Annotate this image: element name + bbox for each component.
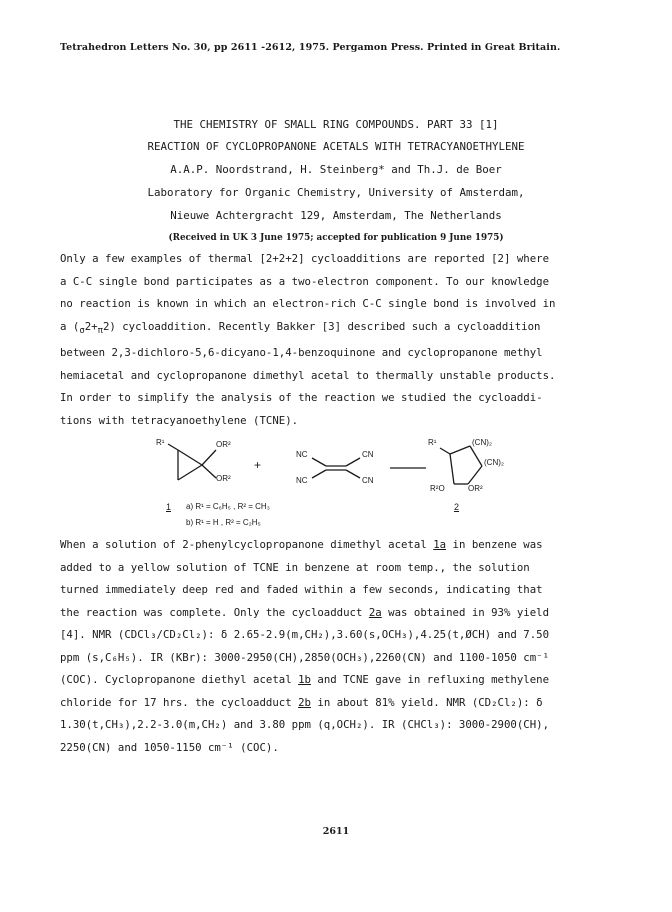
- text-line: turned immediately deep red and faded within a few seconds, indicating that: [60, 583, 543, 596]
- tcne-nc-top: NC: [296, 450, 308, 459]
- text-fragment: was obtained in 93% yield: [381, 605, 550, 619]
- intro-paragraph: [60, 248, 620, 432]
- text-fragment: 2+: [84, 319, 98, 333]
- text-line: [60, 692, 620, 715]
- text-fragment: and TCNE gave in refluxing methylene: [310, 673, 550, 686]
- text-fragment: a (: [60, 319, 80, 333]
- product-r2o: R²O: [430, 484, 445, 493]
- tcne-nc-bottom: NC: [296, 476, 308, 485]
- product-or2: OR²: [468, 484, 483, 493]
- text-fragment: When a solution of 2-phenylcyclopropanone dimethyl acetal: [60, 538, 434, 551]
- affiliation-line-2: Nieuwe Achtergracht 129, Amsterdam, The Netherlands: [170, 209, 502, 222]
- text-fragment: chloride for 17 hrs. the cycloadduct: [60, 695, 299, 709]
- page-number: 2611: [322, 826, 350, 837]
- text-line: In order to simplify the analysis of the reaction we studied the cycloaddi-: [60, 391, 543, 405]
- compound-ref: 2b: [298, 695, 311, 709]
- text-line: [60, 669, 620, 692]
- text-fragment: the reaction was complete. Only the cycloadduct: [60, 605, 369, 619]
- text-fragment: in benzene was: [446, 538, 543, 551]
- compound-ref: 1a: [433, 538, 447, 551]
- compound-1b-definition: b) R¹ = H , R² = C₂H₅: [186, 518, 261, 527]
- title-line-2: REACTION OF CYCLOPROPANONE ACETALS WITH TETRACYANOETHYLENE: [147, 140, 525, 153]
- substituent-or2-top: OR²: [216, 440, 231, 449]
- text-fragment: in about 81% yield. NMR (CD₂Cl₂): δ: [310, 695, 543, 709]
- journal-header: Tetrahedron Letters No. 30, pp 2611 -2612, 1975. Pergamon Press. Printed in Great Britain.: [60, 42, 561, 53]
- text-fragment: 2) cycloaddition. Recently Bakker [3] described such a cycloaddition: [102, 319, 541, 333]
- subscript-pi: π: [97, 325, 103, 336]
- authors: A.A.P. Noordstrand, H. Steinberg* and Th.J. de Boer: [170, 163, 502, 176]
- text-line: [60, 534, 620, 557]
- text-line: 2250(CN) and 1050-1150 cm⁻¹ (COC).: [60, 740, 279, 754]
- plus-sign: +: [254, 458, 262, 472]
- title-line-1: THE CHEMISTRY OF SMALL RING COMPOUNDS. PART 33 [1]: [173, 118, 499, 131]
- text-line: added to a yellow solution of TCNE in benzene at room temp., the solution: [60, 560, 530, 574]
- compound-ref: 1b: [298, 673, 311, 686]
- product-cn-mid: (CN)₂: [484, 458, 504, 467]
- text-line: hemiacetal and cyclopropanone dimethyl acetal to thermally unstable products.: [60, 368, 556, 382]
- substituent-r1: R¹: [156, 438, 165, 447]
- text-line: [4]. NMR (CDCl₃/CD₂Cl₂): δ 2.65-2.9(m,CH₂),3.60(s,OCH₃),4.25(t,ØCH) and 7.50: [60, 628, 550, 641]
- text-line: no reaction is known in which an electron-rich C-C single bond is involved in: [60, 297, 556, 310]
- text-line: tions with tetracyanoethylene (TCNE).: [60, 413, 299, 427]
- compound-1-label: 1: [166, 502, 172, 512]
- product-r1: R¹: [428, 438, 437, 447]
- subscript-sigma: σ: [79, 325, 85, 336]
- text-line: between 2,3-dichloro-5,6-dicyano-1,4-benzoquinone and cyclopropanone methyl: [60, 346, 543, 360]
- affiliation-line-1: Laboratory for Organic Chemistry, University of Amsterdam,: [147, 186, 525, 199]
- text-line: ppm (s,C₆H₅). IR (KBr): 3000-2950(CH),2850(OCH₃),2260(CN) and 1100-1050 cm⁻¹: [60, 650, 550, 664]
- product-cn-top: (CN)₂: [472, 438, 492, 447]
- text-line: [60, 316, 620, 343]
- received-dates: (Received in UK 3 June 1975; accepted for publication 9 June 1975): [168, 233, 504, 243]
- reaction-scheme: [150, 438, 530, 536]
- text-line: 1.30(t,CH₃),2.2-3.0(m,CH₂) and 3.80 ppm (q,OCH₂). IR (CHCl₃): 3000-2900(CH),: [60, 718, 550, 731]
- compound-2-label: 2: [454, 502, 460, 512]
- text-line: [60, 602, 620, 625]
- results-paragraph: [60, 534, 620, 759]
- substituent-or2-bottom: OR²: [216, 474, 231, 483]
- text-line: Only a few examples of thermal [2+2+2] cycloadditions are reported [2] where: [60, 252, 550, 265]
- tcne-cn-bottom: CN: [362, 476, 374, 485]
- tcne-cn-top: CN: [362, 450, 374, 459]
- compound-1a-definition: a) R¹ = C₆H₅ , R² = CH₃: [186, 502, 270, 511]
- text-fragment: (COC). Cyclopropanone diethyl acetal: [60, 673, 299, 686]
- text-line: a C-C single bond participates as a two-electron component. To our knowledge: [60, 274, 550, 288]
- compound-ref: 2a: [368, 605, 382, 619]
